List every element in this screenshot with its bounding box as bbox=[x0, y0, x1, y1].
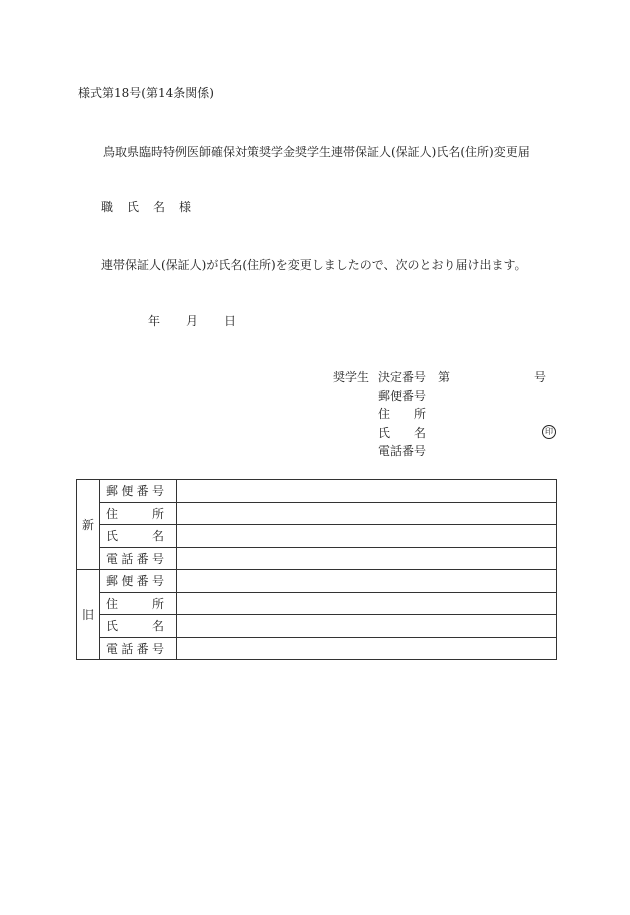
addressee-char: 職 bbox=[101, 200, 118, 214]
table-row bbox=[77, 525, 557, 548]
table-row bbox=[77, 480, 557, 503]
row-label: 住 所 bbox=[100, 592, 177, 615]
row-label: 住 所 bbox=[100, 502, 177, 525]
phone-label: 電話番号 bbox=[378, 444, 427, 458]
form-number: 様式第18号(第14条関係) bbox=[78, 86, 214, 100]
name-label: 氏 名 bbox=[378, 425, 427, 440]
applicant-block bbox=[333, 368, 556, 461]
postal-code-label: 郵便番号 bbox=[378, 388, 427, 403]
row-label: 郵 便 番 号 bbox=[100, 570, 177, 593]
table-row bbox=[77, 570, 557, 593]
new-group-label: 新 bbox=[77, 480, 100, 570]
decision-prefix: 第 bbox=[438, 370, 451, 384]
row-label: 氏 名 bbox=[100, 525, 177, 548]
decision-number-label: 決定番号 bbox=[378, 370, 427, 384]
seal-mark-icon: 印 bbox=[542, 425, 556, 439]
old-group-label: 旧 bbox=[77, 570, 100, 660]
table-row bbox=[77, 592, 557, 615]
new-name-field[interactable] bbox=[177, 525, 557, 548]
date-line bbox=[148, 312, 262, 329]
row-label: 氏 名 bbox=[100, 615, 177, 638]
old-address-field[interactable] bbox=[177, 592, 557, 615]
row-label: 郵 便 番 号 bbox=[100, 480, 177, 503]
decision-suffix: 号 bbox=[534, 370, 547, 384]
address-label: 住 所 bbox=[378, 407, 427, 421]
new-phone-field[interactable] bbox=[177, 547, 557, 570]
table-row bbox=[77, 615, 557, 638]
old-phone-field[interactable] bbox=[177, 637, 557, 660]
table-row bbox=[77, 637, 557, 660]
addressee-char: 様 bbox=[179, 200, 196, 214]
date-month: 月 bbox=[186, 314, 199, 328]
row-label: 電 話 番 号 bbox=[100, 547, 177, 570]
change-table bbox=[76, 479, 557, 660]
table-row bbox=[77, 547, 557, 570]
new-postal-code-field[interactable] bbox=[177, 480, 557, 503]
date-day: 日 bbox=[224, 314, 237, 328]
row-label: 電 話 番 号 bbox=[100, 637, 177, 660]
date-year: 年 bbox=[148, 314, 161, 328]
addressee bbox=[101, 198, 205, 215]
addressee-char: 名 bbox=[153, 200, 170, 214]
addressee-char: 氏 bbox=[127, 200, 144, 214]
new-address-field[interactable] bbox=[177, 502, 557, 525]
table-row bbox=[77, 502, 557, 525]
old-postal-code-field[interactable] bbox=[177, 570, 557, 593]
document-title: 鳥取県臨時特例医師確保対策奨学金奨学生連帯保証人(保証人)氏名(住所)変更届 bbox=[103, 145, 530, 159]
old-name-field[interactable] bbox=[177, 615, 557, 638]
applicant-heading: 奨学生 bbox=[333, 370, 370, 384]
body-text: 連帯保証人(保証人)が氏名(住所)を変更しましたので、次のとおり届け出ます。 bbox=[101, 258, 527, 272]
